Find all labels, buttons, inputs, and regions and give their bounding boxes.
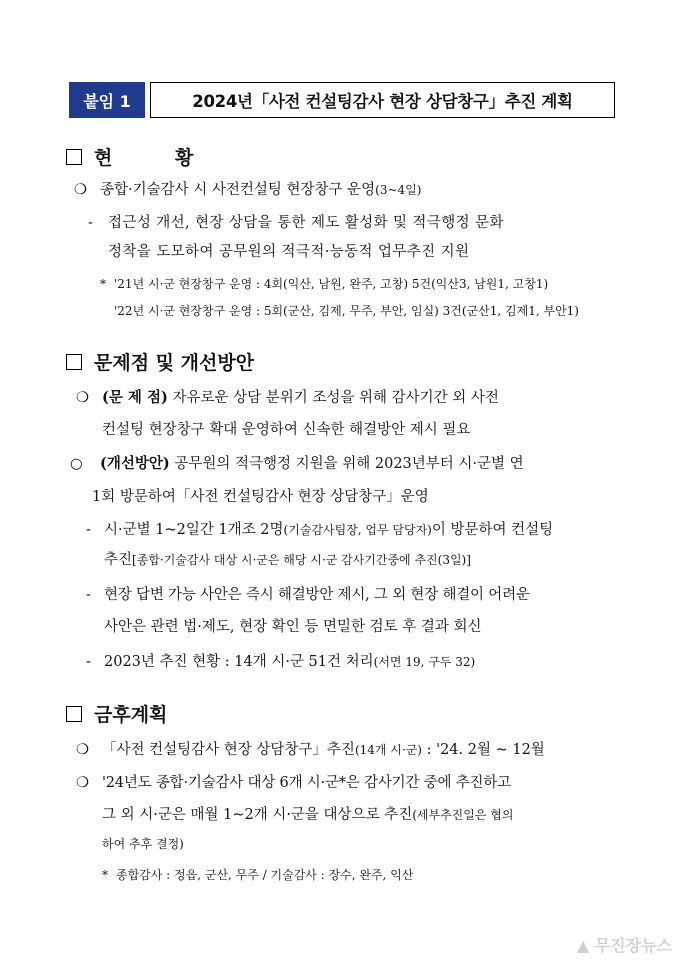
circle-bullet-icon: ❍ bbox=[76, 742, 89, 758]
s3-bullet-2-line1: ❍ '24년도 종합·기술감사 대상 6개 시·군*은 감사기간 중에 추진하고 bbox=[76, 775, 511, 791]
circle-bullet-icon: ❍ bbox=[76, 390, 89, 406]
document-title: 2024년「사전 컨설팅감사 현장 상담창구」추진 계획 bbox=[150, 82, 615, 118]
circle-bullet-icon: ○ bbox=[70, 456, 83, 472]
s3-note: * 종합감사 : 정읍, 군산, 무주 / 기술감사 : 장수, 완주, 익산 bbox=[102, 868, 414, 882]
s2-bullet-1-line1: ❍ (문 제 점) 자유로운 상담 분위기 조성을 위해 감사기간 외 사전 bbox=[76, 389, 499, 406]
s2-dash-1-line2: 추진[종합·기술감사 대상 시·군은 해당 시·군 감사기간중에 추진(3일)] bbox=[104, 552, 471, 568]
s2-bullet-2-line2: 1회 방문하여「사전 컨설팅감사 현장 상담창구」운영 bbox=[92, 489, 429, 505]
s1-dash-1-line1: - 접근성 개선, 현장 상담을 통한 제도 활성화 및 적극행정 문화 bbox=[88, 215, 504, 231]
checkbox-square-icon bbox=[66, 706, 82, 722]
s2-dash-3: - 2023년 추진 현황 : 14개 시·군 51건 처리(서면 19, 구두 32) bbox=[86, 654, 476, 670]
circle-bullet-icon: ❍ bbox=[76, 775, 89, 791]
circle-bullet-icon: ❍ bbox=[74, 182, 87, 198]
s2-dash-1-line1: - 시·군별 1~2일간 1개조 2명(기술감사팀장, 업무 담당자)이 방문하여 컨설팅 bbox=[86, 522, 554, 538]
section-heading-problems: 문제점 및 개선방안 bbox=[66, 348, 254, 375]
s2-dash-2-line1: - 현장 답변 가능 사안은 즉시 해결방안 제시, 그 외 현장 해결이 어려운 bbox=[86, 587, 530, 603]
checkbox-square-icon bbox=[66, 354, 82, 370]
section-heading-status: 현 황 bbox=[66, 143, 221, 170]
s3-bullet-1: ❍ 「사전 컨설팅감사 현장 상담창구」추진(14개 시·군) : '24. 2월 ~ 12월 bbox=[76, 742, 545, 758]
s3-bullet-2-line3: 하여 추후 결정) bbox=[102, 837, 184, 851]
s2-bullet-2-line1: ○ (개선방안) 공무원의 적극행정 지원을 위해 2023년부터 시·군별 연 bbox=[70, 455, 524, 472]
watermark-logo: ▲ 무진장뉴스 bbox=[576, 936, 672, 955]
watermark-mountain-icon: ▲ bbox=[576, 936, 595, 955]
checkbox-square-icon bbox=[66, 149, 82, 165]
section-heading-future-plan: 금후계획 bbox=[66, 700, 167, 727]
s3-bullet-2-line2: 그 외 시·군은 매월 1~2개 시·군을 대상으로 추진(세부추진일은 협의 bbox=[102, 807, 514, 823]
s2-bullet-1-line2: 컨설팅 현장창구 확대 운영하여 신속한 해결방안 제시 필요 bbox=[102, 422, 471, 438]
s2-dash-2-line2: 사안은 관련 법·제도, 현장 확인 등 면밀한 검토 후 결과 회신 bbox=[104, 619, 482, 635]
s1-bullet-1: ❍ 종합·기술감사 시 사전컨설팅 현장창구 운영(3~4일) bbox=[74, 182, 422, 198]
s1-dash-1-line2: 정착을 도모하여 공무원의 적극적·능동적 업무추진 지원 bbox=[108, 244, 470, 260]
s1-note-line2: '22년 시·군 현장창구 운영 : 5회(군산, 김제, 무주, 부안, 임실) 3건(군산1, 김제1, 부안1) bbox=[114, 304, 579, 318]
s1-note-line1: * '21년 시·군 현장창구 운영 : 4회(익산, 남원, 완주, 고창) 5건(익산3, 남원1, 고창1) bbox=[100, 277, 549, 291]
attachment-tag: 붙임 1 bbox=[69, 82, 145, 118]
